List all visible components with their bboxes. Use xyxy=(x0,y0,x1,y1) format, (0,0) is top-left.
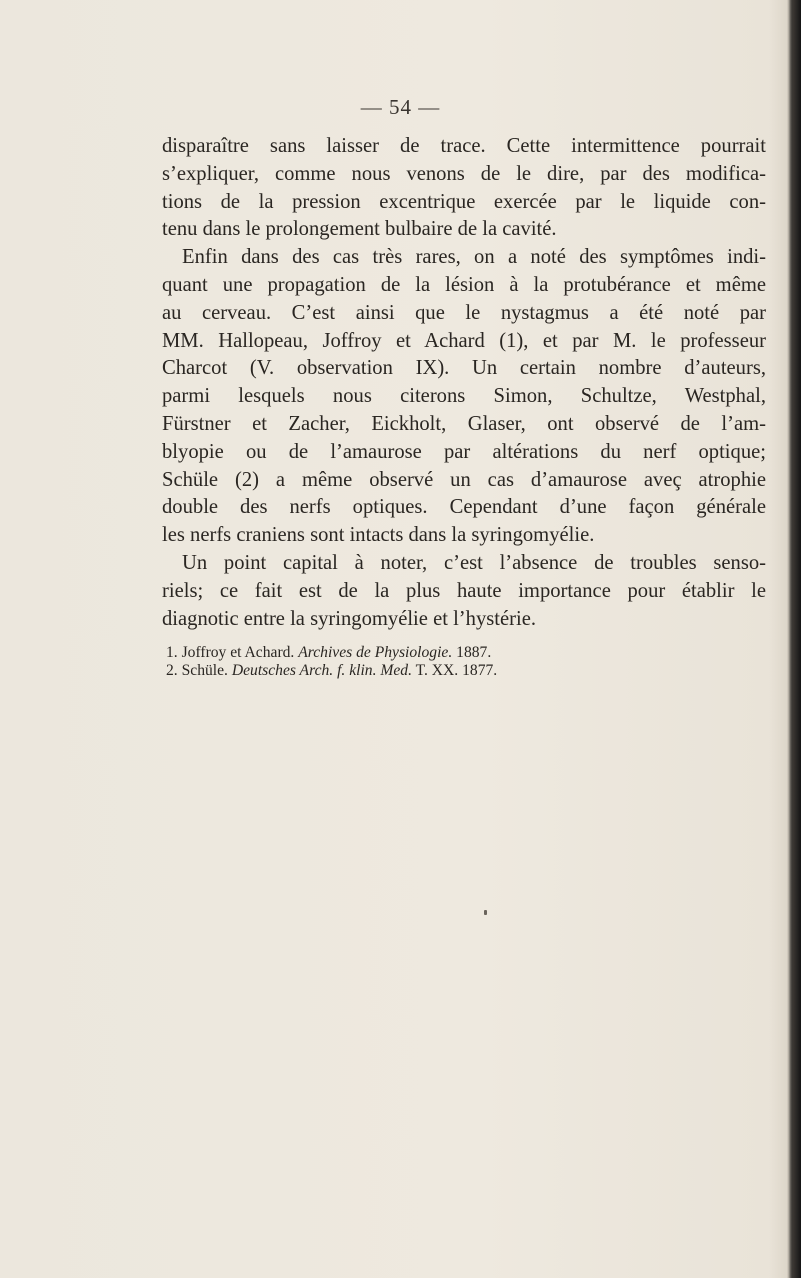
footnote-text: 1. Joffroy et Achard. xyxy=(166,644,299,661)
text-line: riels; ce fait est de la plus haute importance pour établir le xyxy=(162,579,766,602)
text-line: Enfin dans des cas très rares, on a noté des symptômes indi- xyxy=(182,246,766,269)
footnote-text: 1887. xyxy=(452,644,492,661)
text-line: s’expliquer, comme nous venons de le dire, par des modifica- xyxy=(162,162,766,185)
body-text xyxy=(162,133,766,633)
page-edge-shadow xyxy=(787,0,801,1278)
text-line: quant une propagation de la lésion à la protubérance et même xyxy=(162,273,766,296)
text-line: blyopie ou de l’amaurose par altérations du nerf optique; xyxy=(162,440,766,463)
footnotes xyxy=(166,644,766,680)
footnote-text: 2. Schüle. xyxy=(166,662,232,679)
text-line: MM. Hallopeau, Joffroy et Achard (1), et par M. le professeur xyxy=(162,329,766,352)
footnote-title: Deutsches Arch. f. klin. Med. xyxy=(231,662,412,679)
footnote-text: T. XX. 1877. xyxy=(412,662,498,679)
text-line: parmi lesquels nous citerons Simon, Schultze, Westphal, xyxy=(162,385,766,408)
text-line: Fürstner et Zacher, Eickholt, Glaser, ont observé de l’am- xyxy=(162,412,766,435)
text-line: tions de la pression excentrique exercée par le liquide con- xyxy=(162,190,766,213)
text-line: diagnotic entre la syringomyélie et l’hystérie. xyxy=(162,607,536,630)
text-line: Schüle (2) a même observé un cas d’amaurose aveç atrophie xyxy=(162,468,766,491)
text-line: Un point capital à noter, c’est l’absence de troubles senso- xyxy=(182,551,766,574)
text-line: Charcot (V. observation IX). Un certain nombre d’auteurs, xyxy=(162,357,766,380)
paper-speck xyxy=(484,910,487,915)
text-line: tenu dans le prolongement bulbaire de la cavité. xyxy=(162,218,557,241)
text-line: double des nerfs optiques. Cependant d’une façon générale xyxy=(162,496,766,519)
footnote-2 xyxy=(166,662,766,680)
text-line: les nerfs craniens sont intacts dans la syringomyélie. xyxy=(162,524,595,547)
text-line: disparaître sans laisser de trace. Cette intermittence pourrait xyxy=(162,135,766,157)
page-number: — 54 — xyxy=(360,95,441,119)
footnote-title: Archives de Physiologie. xyxy=(298,644,453,661)
text-line: au cerveau. C’est ainsi que le nystagmus a été noté par xyxy=(162,301,766,324)
footnote-1 xyxy=(166,644,766,662)
